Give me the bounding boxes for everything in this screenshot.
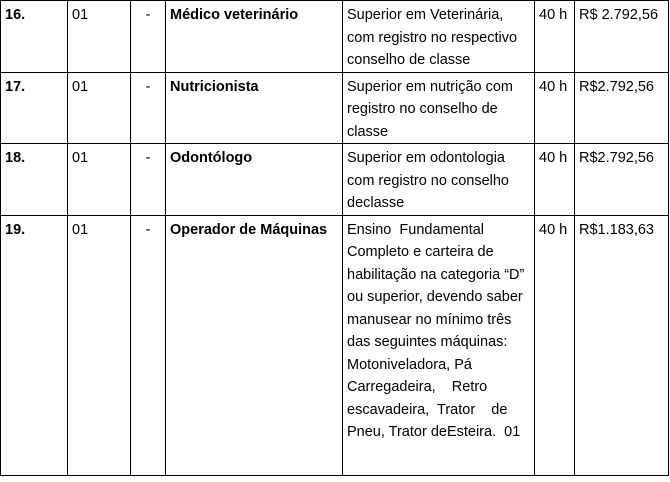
vacancies-cell: 01 [68,215,131,475]
requirement-line: ou superior, devendo saber [347,289,523,305]
table-row [1,72,669,144]
table-row [1,144,669,216]
row-number: 18. [1,144,68,216]
requirements-cell [343,144,535,216]
vacancies-cell: 01 [68,1,131,73]
requirements-cell [343,215,535,475]
row-number: 16. [1,1,68,73]
workload-cell: 40 h [535,215,575,475]
requirement-line: Ensino Fundamental [347,221,485,238]
requirement-line: Superior em nutrição com [347,78,514,95]
workload-cell: 40 h [535,144,575,216]
position-title: Odontólogo [166,144,343,216]
workload-cell: 40 h [535,72,575,144]
row-number: 19. [1,215,68,475]
requirement-line: com registro no respectivo [347,29,518,46]
reserve-cell: - [131,1,166,73]
requirement-line: das seguintes máquinas: [347,334,508,350]
position-title: Nutricionista [166,72,343,144]
requirement-line: manusear no mínimo três [347,311,512,328]
requirement-line: declasse [347,195,405,211]
requirement-line: Superior em Veterinária, [347,7,504,23]
position-title: Operador de Máquinas [166,215,343,475]
salary-cell: R$2.792,56 [575,72,669,144]
requirement-line: Motoniveladora, Pá [347,356,472,373]
requirement-line: registro no conselho de [347,101,498,117]
reserve-cell: - [131,215,166,475]
requirements-cell [343,72,535,144]
requirement-line: Superior em odontologia [347,150,505,166]
vacancies-cell: 01 [68,72,131,144]
reserve-cell: - [131,144,166,216]
requirement-line: habilitação na categoria “D” [347,266,525,283]
vacancies-cell: 01 [68,144,131,216]
table-row [1,1,669,73]
table-row [1,215,669,475]
requirement-line: conselho de classe [347,52,471,68]
reserve-cell: - [131,72,166,144]
requirement-line: Carregadeira, Retro [347,379,488,395]
salary-cell: R$1.183,63 [575,215,669,475]
workload-cell: 40 h [535,1,575,73]
row-number: 17. [1,72,68,144]
requirement-line: com registro no conselho [347,172,509,189]
requirements-cell [343,1,535,73]
requirement-line: Pneu, Trator deEsteira. 01 [347,424,521,440]
requirement-line: Completo e carteira de [347,244,494,260]
salary-cell: R$2.792,56 [575,144,669,216]
requirement-line: classe [347,123,389,140]
requirement-line: escavadeira, Trator de [347,401,508,418]
position-title: Médico veterinário [166,1,343,73]
salary-cell: R$ 2.792,56 [575,1,669,73]
